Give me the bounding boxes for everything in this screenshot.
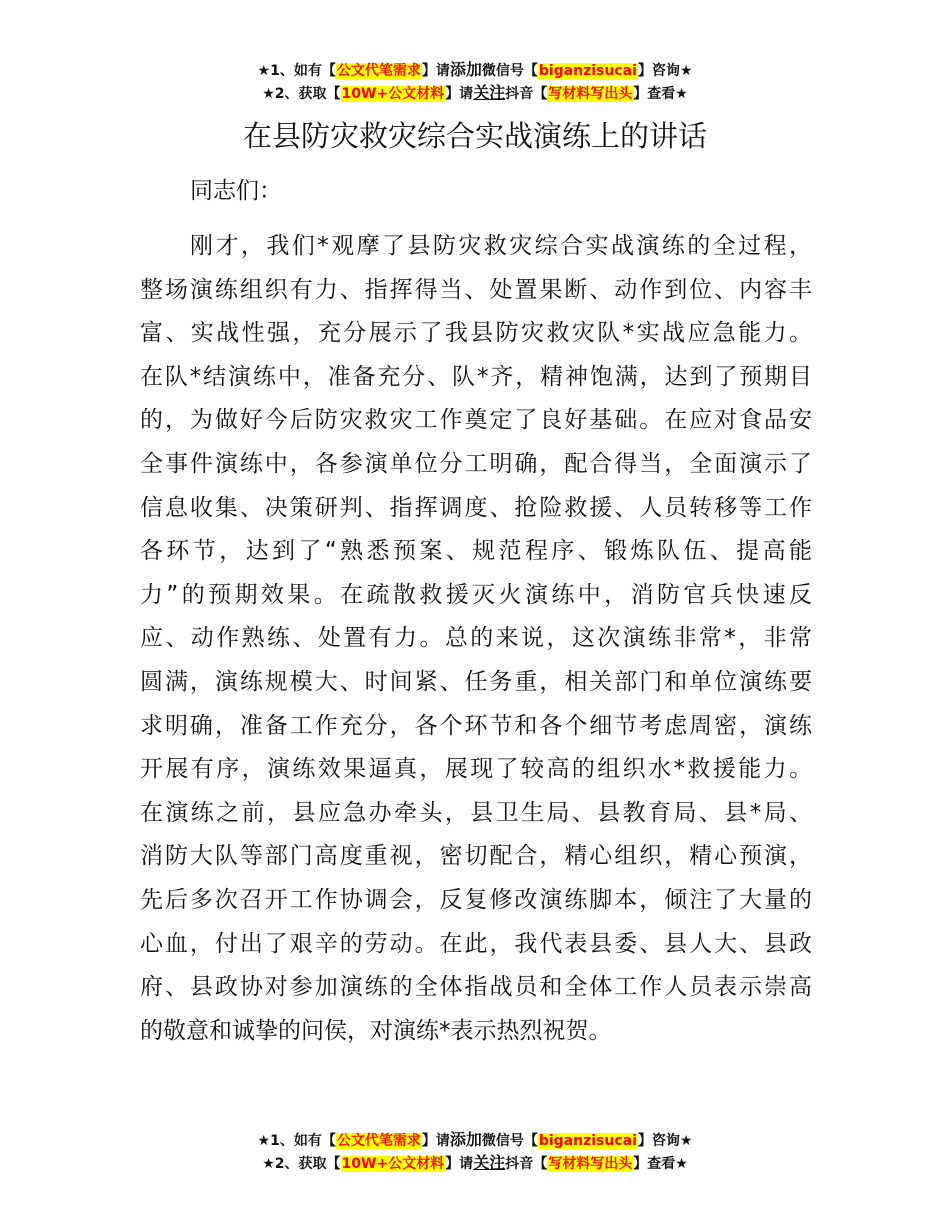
body-line: 消防大队等部门高度重视，密切配合，精心组织，精心预演， [140, 843, 812, 870]
body-line: 富、实战性强，充分展示了我县防灾救灾队*实战应急能力。 [140, 320, 812, 347]
body-line: 全事件演练中，各参演单位分工明确，配合得当，全面演示了 [140, 450, 812, 477]
banner-text: 】请 [421, 1133, 450, 1149]
highlight-wechat-id: biganzisucai [538, 63, 637, 79]
banner-text: 抖音【 [505, 86, 548, 102]
banner-line-2 [0, 82, 950, 105]
body-line: 在演练之前，县应急办牵头，县卫生局、县教育局、县*局、 [140, 799, 812, 826]
body-line: 的，为做好今后防灾救灾工作奠定了良好基础。在应对食品安 [140, 407, 812, 434]
body-line: 在队*结演练中，准备充分、队*齐，精神饱满，达到了预期目 [140, 363, 812, 390]
body-line: 先后多次召开工作协调会，反复修改演练脚本，倾注了大量的 [140, 886, 812, 913]
banner-text: ★2、获取【 [262, 1156, 341, 1172]
banner-line-1 [0, 59, 950, 82]
highlight-materials: 10W+公文材料 [341, 1156, 445, 1172]
footer-banner [0, 1129, 950, 1175]
body-line: 各环节，达到了“熟悉预案、规范程序、锻炼队伍、提高能 [140, 538, 812, 565]
banner-text: ★2、获取【 [262, 86, 341, 102]
banner-text: 微信号【 [481, 1133, 538, 1149]
banner-text: 】咨询★ [637, 1133, 693, 1149]
banner-text: 抖音【 [505, 1156, 548, 1172]
body-line: 力”的预期效果。在疏散救援灭火演练中，消防官兵快速反 [140, 581, 812, 608]
header-banner [0, 59, 950, 105]
banner-text: 】查看★ [633, 86, 688, 102]
banner-text: ★1、如有【 [257, 1133, 336, 1149]
banner-text: 】请 [445, 1156, 474, 1172]
body-line: 开展有序，演练效果逼真，展现了较高的组织水*救援能力。 [140, 756, 812, 783]
highlight-service: 公文代笔需求 [336, 1133, 421, 1149]
banner-text: 】咨询★ [637, 63, 693, 79]
body-line: 府、县政协对参加演练的全体指战员和全体工作人员表示崇高 [140, 974, 812, 1001]
banner-emphasis: 添加 [449, 1130, 482, 1149]
highlight-materials: 10W+公文材料 [341, 86, 445, 102]
body-line: 求明确，准备工作充分，各个环节和各个细节考虑周密，演练 [140, 712, 812, 739]
banner-line-2 [0, 1152, 950, 1175]
banner-emphasis: 关注 [473, 1153, 506, 1172]
banner-text: 】查看★ [633, 1156, 688, 1172]
banner-text: 】请 [421, 63, 450, 79]
body-paragraph [140, 225, 812, 1053]
body-line: 刚才，我们*观摩了县防灾救灾综合实战演练的全过程， [190, 233, 812, 259]
banner-line-1 [0, 1129, 950, 1152]
salutation: 同志们： [190, 178, 282, 204]
highlight-service: 公文代笔需求 [336, 63, 421, 79]
body-line: 整场演练组织有力、指挥得当、处置果断、动作到位、内容丰 [140, 276, 812, 303]
highlight-wechat-id: biganzisucai [538, 1133, 637, 1149]
banner-text: 微信号【 [481, 63, 538, 79]
banner-text: ★1、如有【 [257, 63, 336, 79]
body-line: 心血，付出了艰辛的劳动。在此，我代表县委、县人大、县政 [140, 930, 812, 957]
body-line: 的敬意和诚挚的问侯，对演练*表示热烈祝贺。 [140, 1017, 612, 1044]
highlight-douyin-account: 写材料写出头 [548, 86, 633, 102]
banner-emphasis: 关注 [473, 83, 506, 102]
body-line: 信息收集、决策研判、指挥调度、抢险救援、人员转移等工作 [140, 494, 812, 521]
banner-emphasis: 添加 [449, 60, 482, 79]
body-line: 圆满，演练规模大、时间紧、任务重，相关部门和单位演练要 [140, 668, 812, 695]
banner-text: 】请 [445, 86, 474, 102]
highlight-douyin-account: 写材料写出头 [548, 1156, 633, 1172]
document-title: 在县防灾救灾综合实战演练上的讲话 [242, 119, 707, 153]
body-line: 应、动作熟练、处置有力。总的来说，这次演练非常*，非常 [140, 625, 812, 652]
